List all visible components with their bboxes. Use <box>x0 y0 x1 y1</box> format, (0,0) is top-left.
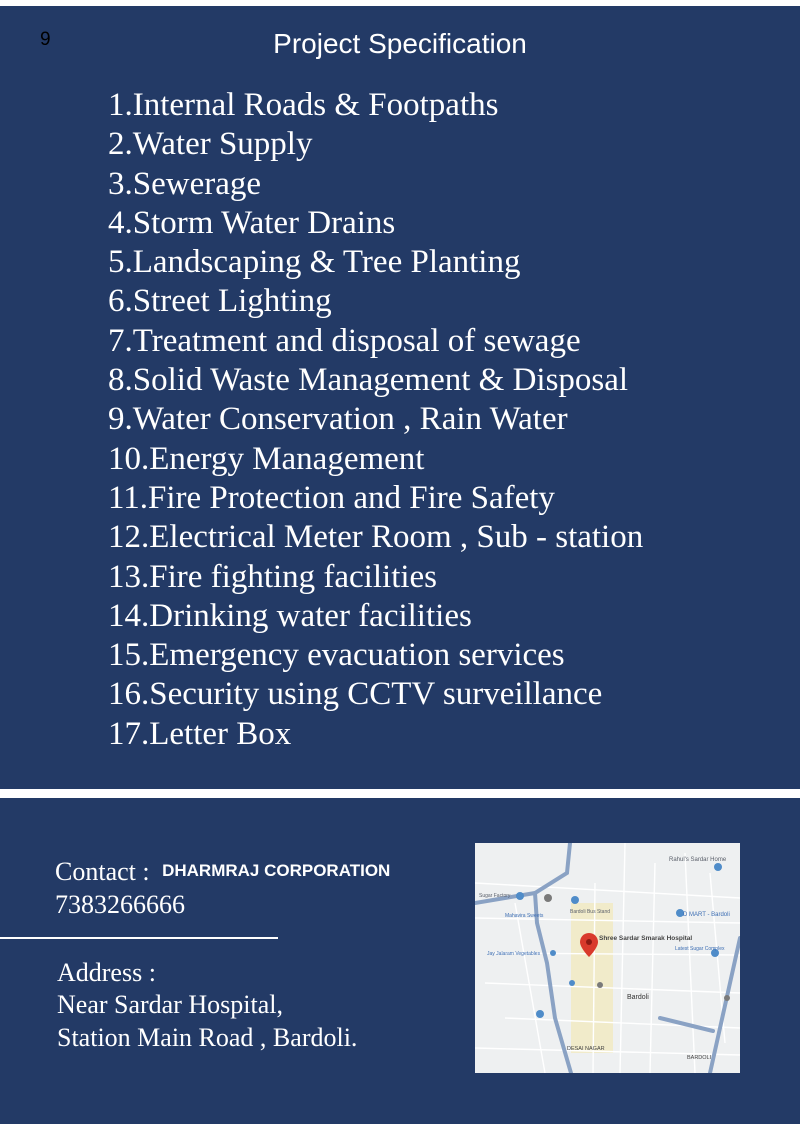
location-map[interactable] <box>475 843 740 1073</box>
svg-text:Latest Sugar Complex: Latest Sugar Complex <box>675 946 725 952</box>
address-label: Address : <box>57 958 156 987</box>
svg-text:Rahul's Sardar Home: Rahul's Sardar Home <box>669 857 727 863</box>
list-item: 6.Street Lighting <box>108 283 332 320</box>
map-canvas <box>475 843 740 1073</box>
svg-text:Mahavira Sweets: Mahavira Sweets <box>505 913 544 919</box>
list-item: 7.Treatment and disposal of sewage <box>108 322 581 359</box>
list-item: 8.Solid Waste Management & Disposal <box>108 362 629 399</box>
list-item: 13.Fire fighting facilities <box>108 558 438 595</box>
highlight-area <box>571 903 613 1053</box>
list-item: 17.Letter Box <box>108 715 292 752</box>
page-number: 9 <box>40 29 51 50</box>
svg-text:Jay Jalaram Vegetables: Jay Jalaram Vegetables <box>487 951 541 957</box>
list-item: 5.Landscaping & Tree Planting <box>108 244 521 281</box>
svg-text:D MART - Bardoli: D MART - Bardoli <box>683 912 730 918</box>
list-item: 2.Water Supply <box>108 126 313 163</box>
svg-text:DESAI NAGAR: DESAI NAGAR <box>567 1046 605 1052</box>
address-line-2: Station Main Road , Bardoli. <box>57 1023 358 1052</box>
page-title: Project Specification <box>273 28 527 59</box>
contact-row <box>55 857 390 887</box>
list-item: 3.Sewerage <box>108 165 262 202</box>
svg-text:BARDOLI: BARDOLI <box>687 1055 712 1061</box>
list-item: 9.Water Conservation , Rain Water <box>108 401 568 438</box>
list-item: 12.Electrical Meter Room , Sub - station <box>108 519 644 556</box>
list-item: 16.Security using CCTV surveillance <box>108 676 603 713</box>
company-name: DHARMRAJ CORPORATION <box>162 861 391 880</box>
svg-text:Sugar Factory: Sugar Factory <box>479 893 511 899</box>
list-item: 11.Fire Protection and Fire Safety <box>108 479 555 516</box>
svg-text:Bardoli: Bardoli <box>627 994 649 1001</box>
list-item: 15.Emergency evacuation services <box>108 637 565 674</box>
list-item: 10.Energy Management <box>108 440 425 477</box>
address-line-1: Near Sardar Hospital, <box>57 990 283 1019</box>
contact-label: Contact : <box>55 857 150 886</box>
list-item: 4.Storm Water Drains <box>108 204 396 241</box>
list-item: 1.Internal Roads & Footpaths <box>108 87 499 123</box>
specification-list <box>108 86 643 754</box>
phone-number[interactable]: 7383266666 <box>55 890 185 919</box>
svg-text:Bardoli Bus Stand: Bardoli Bus Stand <box>570 909 611 915</box>
svg-text:Shree Sardar Smarak Hospital: Shree Sardar Smarak Hospital <box>599 935 693 942</box>
list-item: 14.Drinking water facilities <box>108 597 472 634</box>
divider <box>0 937 278 939</box>
